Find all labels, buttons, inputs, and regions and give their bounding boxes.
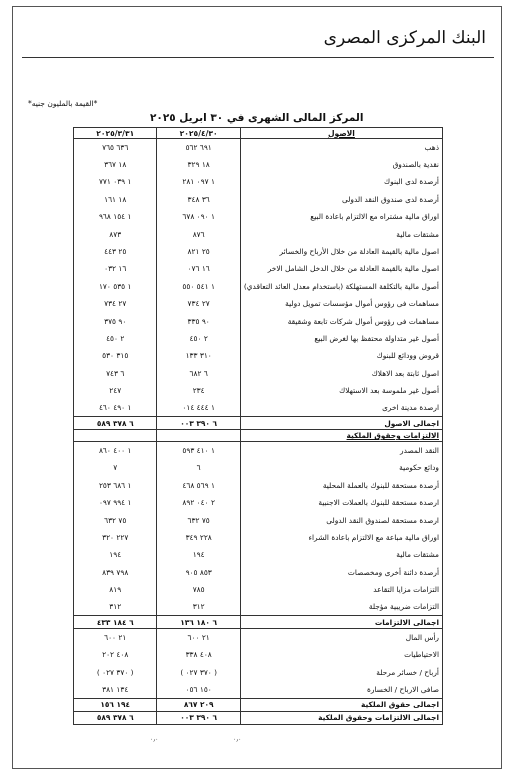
value-prev: ٨١٩	[74, 581, 157, 598]
value-prev: ٧	[74, 459, 157, 476]
col-header-cur: ٢٠٢٥/٤/٣٠	[157, 128, 240, 139]
assets-heading: الاصول	[240, 128, 442, 139]
section-heading: الالتزامات وحقوق الملكية	[240, 430, 442, 442]
value-prev: ٧٩٨ ٨٣٩	[74, 563, 157, 580]
asset-row	[74, 330, 443, 347]
value-cur: ٩٠ ٣٣٥	[157, 312, 240, 329]
equity-row	[74, 646, 443, 663]
liability-row	[74, 477, 443, 494]
liability-row	[74, 494, 443, 511]
value-prev: ٢١ ٦٠٠	[74, 629, 157, 646]
unit-note: *القيمة بالمليون جنيه*	[28, 99, 98, 108]
row-label: مساهمات فى رؤوس أموال مؤسسات تمويل دولية	[240, 295, 442, 312]
value-cur: ٦٩١ ٥٦٢	[157, 139, 240, 156]
value-cur: ١ ٥٤١ ٥٥٠	[157, 278, 240, 295]
row-label: مشتقات مالية	[240, 546, 442, 563]
liability-row	[74, 563, 443, 580]
asset-row	[74, 382, 443, 399]
asset-row	[74, 347, 443, 364]
asset-row	[74, 225, 443, 242]
row-label: أرباح / خسائر مرحلة	[240, 663, 442, 680]
value-prev: ٦ ٧٤٣	[74, 365, 157, 382]
value-prev: ١٩٤	[74, 546, 157, 563]
row-label: ودائع حكومية	[240, 459, 442, 476]
value-cur: ١٦ ٠٧٦	[157, 260, 240, 277]
value-cur: ٨٥٣ ٩٠٥	[157, 563, 240, 580]
value-cur: ١ ٠٩٧ ٢٨١	[157, 173, 240, 190]
value-prev: ١ ٦٨٦ ٢٥٣	[74, 477, 157, 494]
value-prev: ٨٧٣	[74, 225, 157, 242]
row-label: اجمالى الالتزامات وحقوق الملكية	[240, 711, 442, 724]
value-prev: ٢٢٧ ٣٢٠	[74, 529, 157, 546]
value-prev: ٢٧ ٧٣٤	[74, 295, 157, 312]
value-cur: ( ٣٧٠ ٠٢٧ )	[157, 663, 240, 680]
value-cur: ٢ ٤٥٠	[157, 330, 240, 347]
value-prev: ١٩٤ ١٥٦	[74, 698, 157, 711]
value-prev: ٢٤٧	[74, 382, 157, 399]
asset-row	[74, 139, 443, 156]
value-cur: ١ ٥٦٩ ٤٦٨	[157, 477, 240, 494]
asset-row	[74, 295, 443, 312]
value-cur: ٢٢٨ ٣٤٩	[157, 529, 240, 546]
value-cur: ٦ ٦٨٢	[157, 365, 240, 382]
row-label: نقدية بالصندوق	[240, 156, 442, 173]
value-prev: ٢ ٤٥٠	[74, 330, 157, 347]
row-label: التزامات ضريبية مؤجلة	[240, 598, 442, 615]
value-cur: ٢ ٠٤٠ ٨٩٢	[157, 494, 240, 511]
financial-position-table	[73, 127, 443, 725]
asset-row	[74, 243, 443, 260]
value-prev: ٧٥ ٦٣٢	[74, 511, 157, 528]
value-prev: ٦ ٣٧٨ ٥٨٩	[74, 711, 157, 724]
value-prev: ١ ٩٩٤ ٠٩٧	[74, 494, 157, 511]
liability-row	[74, 459, 443, 476]
value-prev: ٢٥ ٤٤٣	[74, 243, 157, 260]
assets-total-row	[74, 417, 443, 430]
asset-row	[74, 173, 443, 190]
equity-total-row	[74, 698, 443, 711]
row-label: أصول غير متداولة محتفظ بها لغرض البيع	[240, 330, 442, 347]
value-cur: ٢٠٩ ٨٦٧	[157, 698, 240, 711]
value-prev: ١ ٠٣٩ ٧٧١	[74, 173, 157, 190]
footer-number-mid: ٠٫٠	[233, 736, 242, 743]
row-label: اوراق مالية مباعة مع الالتزام باعادة الشراء	[240, 529, 442, 546]
table-body	[74, 139, 443, 725]
row-label: أرصدة مستحقة للبنوك بالعملة المحلية	[240, 477, 442, 494]
col-header-prev: ٢٠٢٥/٣/٣١	[74, 128, 157, 139]
value-prev: ١ ٥٣٥ ١٧٠	[74, 278, 157, 295]
asset-row	[74, 365, 443, 382]
liability-row	[74, 442, 443, 459]
value-cur: ٧٨٥	[157, 581, 240, 598]
asset-row	[74, 156, 443, 173]
asset-row	[74, 278, 443, 295]
equity-row	[74, 681, 443, 698]
row-label: اصول مالية بالقيمة العادلة من خلال الدخل الشامل الاخر	[240, 260, 442, 277]
asset-row	[74, 399, 443, 416]
liability-row	[74, 511, 443, 528]
value-prev: ١ ٤٩٠ ٤٦٠	[74, 399, 157, 416]
row-label: اصول مالية بالقيمة العادلة من خلال الأرباح والخسائر	[240, 243, 442, 260]
value-cur: ٨٧٦	[157, 225, 240, 242]
value-prev: ٣١٢	[74, 598, 157, 615]
value-cur: ٢٣٤	[157, 382, 240, 399]
value-cur: ١ ٠٩٠ ٦٧٨	[157, 208, 240, 225]
liabilities-total-row	[74, 616, 443, 629]
value-prev: ١٣٤ ٣٨١	[74, 681, 157, 698]
asset-row	[74, 312, 443, 329]
row-label: قروض وودائع للبنوك	[240, 347, 442, 364]
value-cur: ١٩٤	[157, 546, 240, 563]
value-cur: ٣١٠ ١٣٣	[157, 347, 240, 364]
value-cur: ٦ ٣٩٠ ٠٠٣	[157, 417, 240, 430]
value-cur: ٧٥ ٦٣٢	[157, 511, 240, 528]
row-label: اجمالى حقوق الملكية	[240, 698, 442, 711]
liability-row	[74, 598, 443, 615]
grand-total-row	[74, 711, 443, 724]
value-cur: ١٥٠ ٠٥٦	[157, 681, 240, 698]
equity-row	[74, 629, 443, 646]
liability-row	[74, 529, 443, 546]
value-cur: ١ ٤٤٤ ٠١٤	[157, 399, 240, 416]
liability-row	[74, 546, 443, 563]
value-cur: ٦	[157, 459, 240, 476]
value-prev: ١ ٤٠٠ ٨٦٠	[74, 442, 157, 459]
row-label: أرصدة دائنة أخرى ومخصصات	[240, 563, 442, 580]
value-prev: ١٨ ٣٦٧	[74, 156, 157, 173]
report-title: المركز المالى الشهرى في ٣٠ ابريل ٢٠٢٥	[150, 112, 364, 124]
bank-title: البنك المركزى المصرى	[323, 28, 486, 48]
value-cur: ١ ٤١٠ ٥٩٣	[157, 442, 240, 459]
value-cur: ٦ ١٨٠ ١٣٦	[157, 616, 240, 629]
row-label: اصول ثابتة بعد الاهلاك	[240, 365, 442, 382]
asset-row	[74, 260, 443, 277]
title-divider	[22, 57, 494, 58]
row-label: مشتقات مالية	[240, 225, 442, 242]
value-cur: ٣١٢	[157, 598, 240, 615]
row-label: ذهب	[240, 139, 442, 156]
footer-number-left: ٠٫٠	[150, 736, 159, 743]
row-label: ارصدة مستحقة للبنوك بالعملات الاجنبية	[240, 494, 442, 511]
value-cur: ٢٥ ٨٢١	[157, 243, 240, 260]
liabilities-heading-row	[74, 430, 443, 442]
value-prev: ١٨ ١٦١	[74, 191, 157, 208]
asset-row	[74, 191, 443, 208]
row-label: اجمالى الاصول	[240, 417, 442, 430]
value-prev: ٤٠٨ ٢٠٢	[74, 646, 157, 663]
asset-row	[74, 208, 443, 225]
row-label: النقد المصدر	[240, 442, 442, 459]
value-prev: ( ٣٧٠ ٠٢٧ )	[74, 663, 157, 680]
row-label: صافى الارباح / الخسارة	[240, 681, 442, 698]
value-prev: ٩٠ ٣٧٥	[74, 312, 157, 329]
value-prev: ١٦ ٠٣٢	[74, 260, 157, 277]
value-cur: ٢١ ٦٠٠	[157, 629, 240, 646]
row-label: اجمالى الالتزامات	[240, 616, 442, 629]
value-cur: ٤٠٨ ٣٣٨	[157, 646, 240, 663]
row-label: ارصدة مستحقة لصندوق النقد الدولى	[240, 511, 442, 528]
value-cur: ١٨ ٣٢٩	[157, 156, 240, 173]
row-label: ارصدة مدينة اخرى	[240, 399, 442, 416]
value-cur: ٣٦ ٣٤٨	[157, 191, 240, 208]
row-label: مساهمات فى رؤوس أموال شركات تابعة وشقيقة	[240, 312, 442, 329]
value-prev: ٦٣٦ ٧٦٥	[74, 139, 157, 156]
value-prev: ١ ١٥٤ ٩٦٨	[74, 208, 157, 225]
value-prev: ٦ ١٨٤ ٤٣٣	[74, 616, 157, 629]
value-prev: ٣١٥ ٥٣٠	[74, 347, 157, 364]
value-cur: ٦ ٣٩٠ ٠٠٣	[157, 711, 240, 724]
value-cur: ٢٧ ٧٣٤	[157, 295, 240, 312]
row-label: أصول غير ملموسة بعد الاستهلاك	[240, 382, 442, 399]
liability-row	[74, 581, 443, 598]
row-label: أرصدة لدى صندوق النقد الدولى	[240, 191, 442, 208]
row-label: أرصدة لدى البنوك	[240, 173, 442, 190]
row-label: أصول مالية بالتكلفة المستهلكة (باستخدام معدل العائد التعاقدي)	[240, 278, 442, 295]
row-label: اوراق مالية مشتراه مع الالتزام باعادة البيع	[240, 208, 442, 225]
row-label: التزامات مزايا التقاعد	[240, 581, 442, 598]
row-label: الاحتياطيات	[240, 646, 442, 663]
equity-row	[74, 663, 443, 680]
value-prev: ٦ ٣٧٨ ٥٨٩	[74, 417, 157, 430]
row-label: رأس المال	[240, 629, 442, 646]
